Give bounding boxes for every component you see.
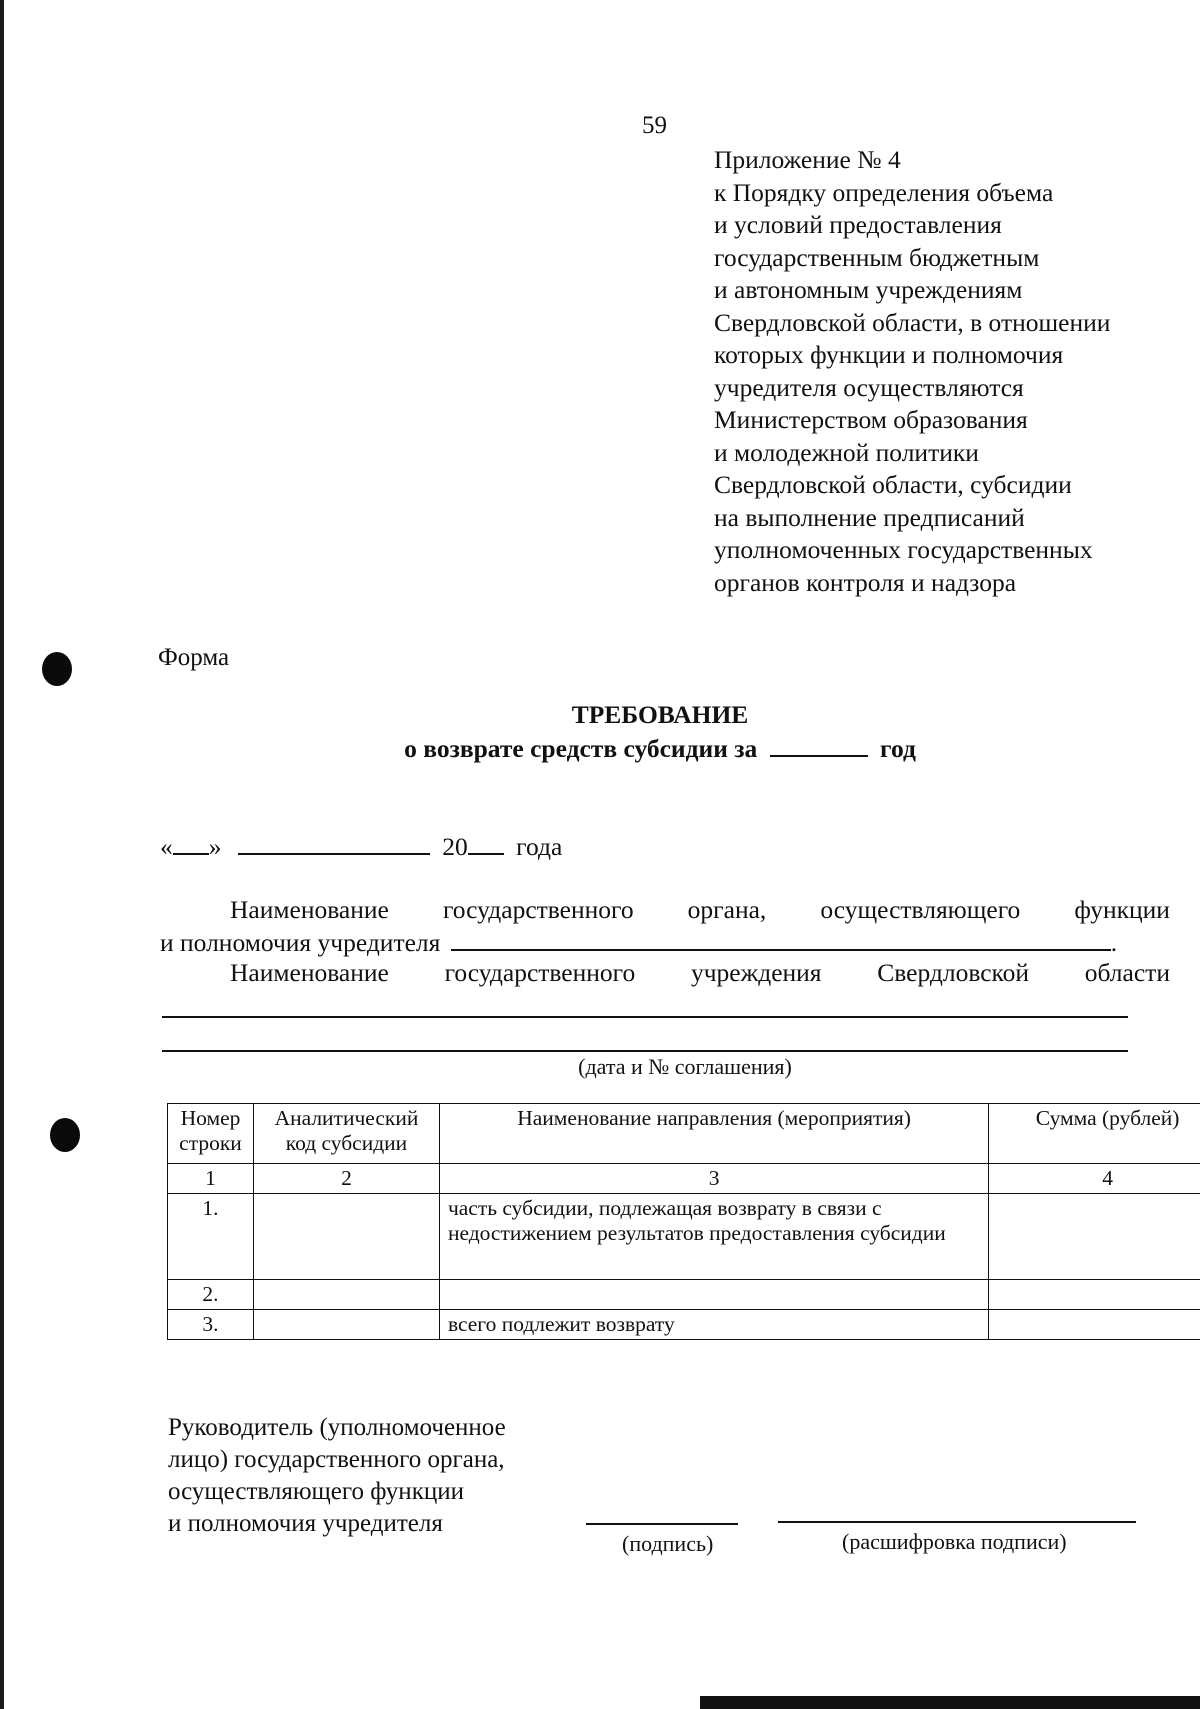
annex-line: и условий предоставления bbox=[714, 210, 1002, 239]
label-word: государственного bbox=[442, 895, 634, 924]
row-number: 3. bbox=[168, 1310, 254, 1340]
label-word: Свердловской bbox=[877, 958, 1030, 987]
label-word: органа, bbox=[687, 895, 767, 924]
close-quote: » bbox=[208, 832, 222, 861]
annex-line: и автономным учреждениям bbox=[714, 275, 1023, 304]
agreement-caption: (дата и № соглашения) bbox=[578, 1054, 792, 1079]
label-word: Наименование bbox=[230, 958, 389, 987]
column-number: 3 bbox=[439, 1164, 988, 1194]
header-cell: Наименование направления (мероприятия) bbox=[439, 1104, 988, 1164]
year-digits-blank[interactable] bbox=[468, 833, 504, 855]
header-cell: Сумма (рублей) bbox=[989, 1104, 1200, 1164]
punch-hole-mark bbox=[42, 652, 72, 686]
annex-line: Приложение № 4 bbox=[714, 145, 901, 174]
signature-caption: (подпись) bbox=[622, 1531, 714, 1556]
direction-name-cell: всего подлежит возврату bbox=[439, 1310, 988, 1340]
organ-name-continuation bbox=[160, 928, 1117, 958]
signatory-line: Руководитель (уполномоченное bbox=[168, 1414, 506, 1441]
signatory-line: осуществляющего функции bbox=[168, 1478, 464, 1505]
sum-cell[interactable] bbox=[989, 1194, 1200, 1280]
organ-name-field[interactable] bbox=[451, 929, 1111, 951]
punch-hole-mark bbox=[50, 1118, 80, 1152]
institution-name-label bbox=[230, 958, 1170, 988]
column-number: 4 bbox=[989, 1164, 1200, 1194]
label-word: Наименование bbox=[230, 895, 389, 924]
document-subtitle bbox=[0, 734, 1200, 764]
subtitle-year-word: год bbox=[880, 734, 916, 763]
date-line bbox=[160, 832, 562, 862]
scan-edge bbox=[700, 1696, 1200, 1709]
document-title: ТРЕБОВАНИЕ bbox=[571, 700, 749, 729]
day-blank[interactable] bbox=[173, 833, 209, 855]
subsidy-code-cell[interactable] bbox=[253, 1310, 439, 1340]
annex-line: которых функции и полномочия bbox=[714, 340, 1064, 369]
century-text: 20 bbox=[442, 832, 468, 861]
subtitle-text: о возврате средств субсидии за bbox=[404, 734, 758, 763]
signature-decoding-field[interactable] bbox=[778, 1521, 1136, 1523]
direction-name-cell: часть субсидии, подлежащая возврату в связи с недостижением результатов предоставления субсидии bbox=[439, 1194, 988, 1280]
page-number: 59 bbox=[642, 112, 667, 139]
year-blank[interactable] bbox=[770, 735, 868, 757]
agreement-field[interactable] bbox=[162, 1050, 1128, 1052]
open-quote: « bbox=[160, 832, 173, 861]
annex-line: к Порядку определения объема bbox=[714, 177, 1054, 207]
table-row bbox=[168, 1280, 1200, 1310]
sum-cell[interactable] bbox=[989, 1310, 1200, 1340]
label-word: осуществляющего bbox=[820, 895, 1021, 924]
form-label: Форма bbox=[158, 644, 230, 671]
direction-name-cell[interactable] bbox=[439, 1280, 988, 1310]
signatory-block bbox=[168, 1412, 506, 1540]
signature-field[interactable] bbox=[586, 1523, 738, 1525]
subsidy-return-table bbox=[167, 1103, 1200, 1340]
continuation-text: и полномочия учредителя bbox=[160, 928, 441, 957]
institution-name-field[interactable] bbox=[162, 1016, 1128, 1018]
annex-line: уполномоченных государственных bbox=[714, 535, 1093, 564]
label-word: государственного bbox=[444, 958, 636, 987]
annex-line: Министерством образования bbox=[714, 405, 1028, 434]
organ-name-label bbox=[230, 895, 1170, 925]
annex-line: и молодежной политики bbox=[714, 437, 979, 467]
decoding-caption: (расшифровка подписи) bbox=[842, 1529, 1067, 1554]
table-header-row bbox=[168, 1104, 1200, 1164]
annex-line: органов контроля и надзора bbox=[714, 567, 1017, 597]
row-number: 1. bbox=[168, 1194, 254, 1280]
label-word: функции bbox=[1074, 895, 1170, 924]
column-number: 1 bbox=[168, 1164, 254, 1194]
header-cell: Номер строки bbox=[168, 1104, 254, 1164]
subsidy-code-cell[interactable] bbox=[253, 1280, 439, 1310]
month-blank[interactable] bbox=[238, 833, 430, 855]
column-number-row bbox=[168, 1164, 1200, 1194]
annex-header bbox=[714, 144, 1110, 599]
label-word: учреждения bbox=[690, 958, 822, 987]
annex-line: Свердловской области, субсидии bbox=[714, 470, 1072, 499]
annex-line: государственным бюджетным bbox=[714, 242, 1040, 272]
year-word: года bbox=[516, 832, 563, 861]
subsidy-code-cell[interactable] bbox=[253, 1194, 439, 1280]
column-number: 2 bbox=[253, 1164, 439, 1194]
annex-line: учредителя осуществляются bbox=[714, 372, 1024, 402]
end-mark: . bbox=[1110, 928, 1118, 957]
label-word: области bbox=[1084, 958, 1170, 987]
signatory-line: и полномочия учредителя bbox=[168, 1510, 443, 1537]
row-number: 2. bbox=[168, 1280, 254, 1310]
annex-line: Свердловской области, в отношении bbox=[714, 307, 1111, 337]
header-cell: Аналитический код субсидии bbox=[253, 1104, 439, 1164]
table-row bbox=[168, 1194, 1200, 1280]
sum-cell[interactable] bbox=[989, 1280, 1200, 1310]
table-row bbox=[168, 1310, 1200, 1340]
annex-line: на выполнение предписаний bbox=[714, 502, 1025, 532]
scan-edge bbox=[0, 0, 4, 1709]
signatory-line: лицо) государственного органа, bbox=[168, 1446, 505, 1473]
